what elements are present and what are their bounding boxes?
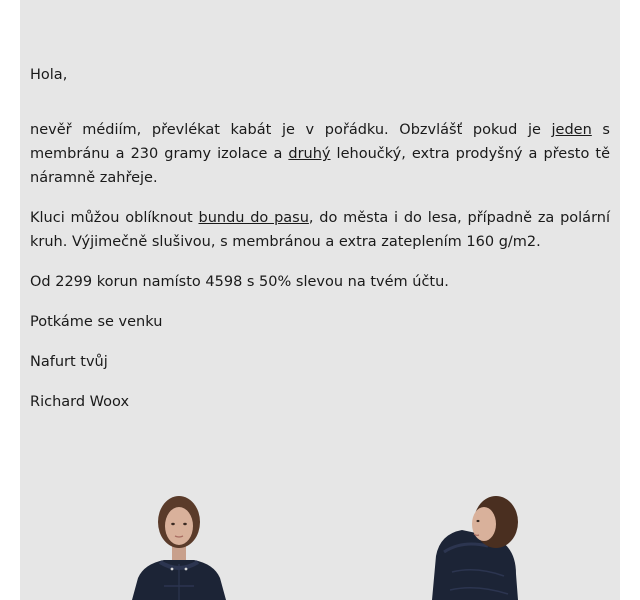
paragraph-text: Kluci můžou oblíknout	[30, 210, 199, 226]
product-photos	[20, 490, 620, 600]
link-bundu-do-pasu[interactable]: bundu do pasu	[198, 210, 309, 226]
product-photo-front[interactable]	[104, 490, 254, 600]
paragraph-text: lehoučký, extra prodyšný a přesto tě náramně zahřeje.	[30, 146, 610, 186]
paragraph-text: nevěř médiím, převlékat kabát je v pořádku. Obzvlášť pokud je	[30, 122, 552, 138]
greeting: Hola,	[30, 67, 68, 83]
email-text	[30, 63, 610, 430]
paragraph-men	[30, 206, 610, 254]
closing-line: Potkáme se venku	[30, 314, 163, 330]
email-body	[20, 0, 620, 600]
paragraph-text: s membránu a 230 gramy izolace a	[30, 122, 610, 162]
link-druhy[interactable]: druhý	[288, 146, 331, 162]
price-line: Od 2299 korun namísto 4598 s 50% slevou na tvém účtu.	[30, 274, 449, 290]
link-jeden[interactable]: jeden	[551, 122, 592, 138]
paragraph-coats	[30, 118, 610, 190]
signature: Richard Woox	[30, 394, 130, 410]
paragraph-text: , do města i do lesa, případně za polární kruh. Výjimečně slušivou, s membránou a extra zateplením 160 g/m2.	[30, 210, 610, 250]
valediction: Nafurt tvůj	[30, 354, 108, 370]
product-photo-side[interactable]	[392, 490, 542, 600]
